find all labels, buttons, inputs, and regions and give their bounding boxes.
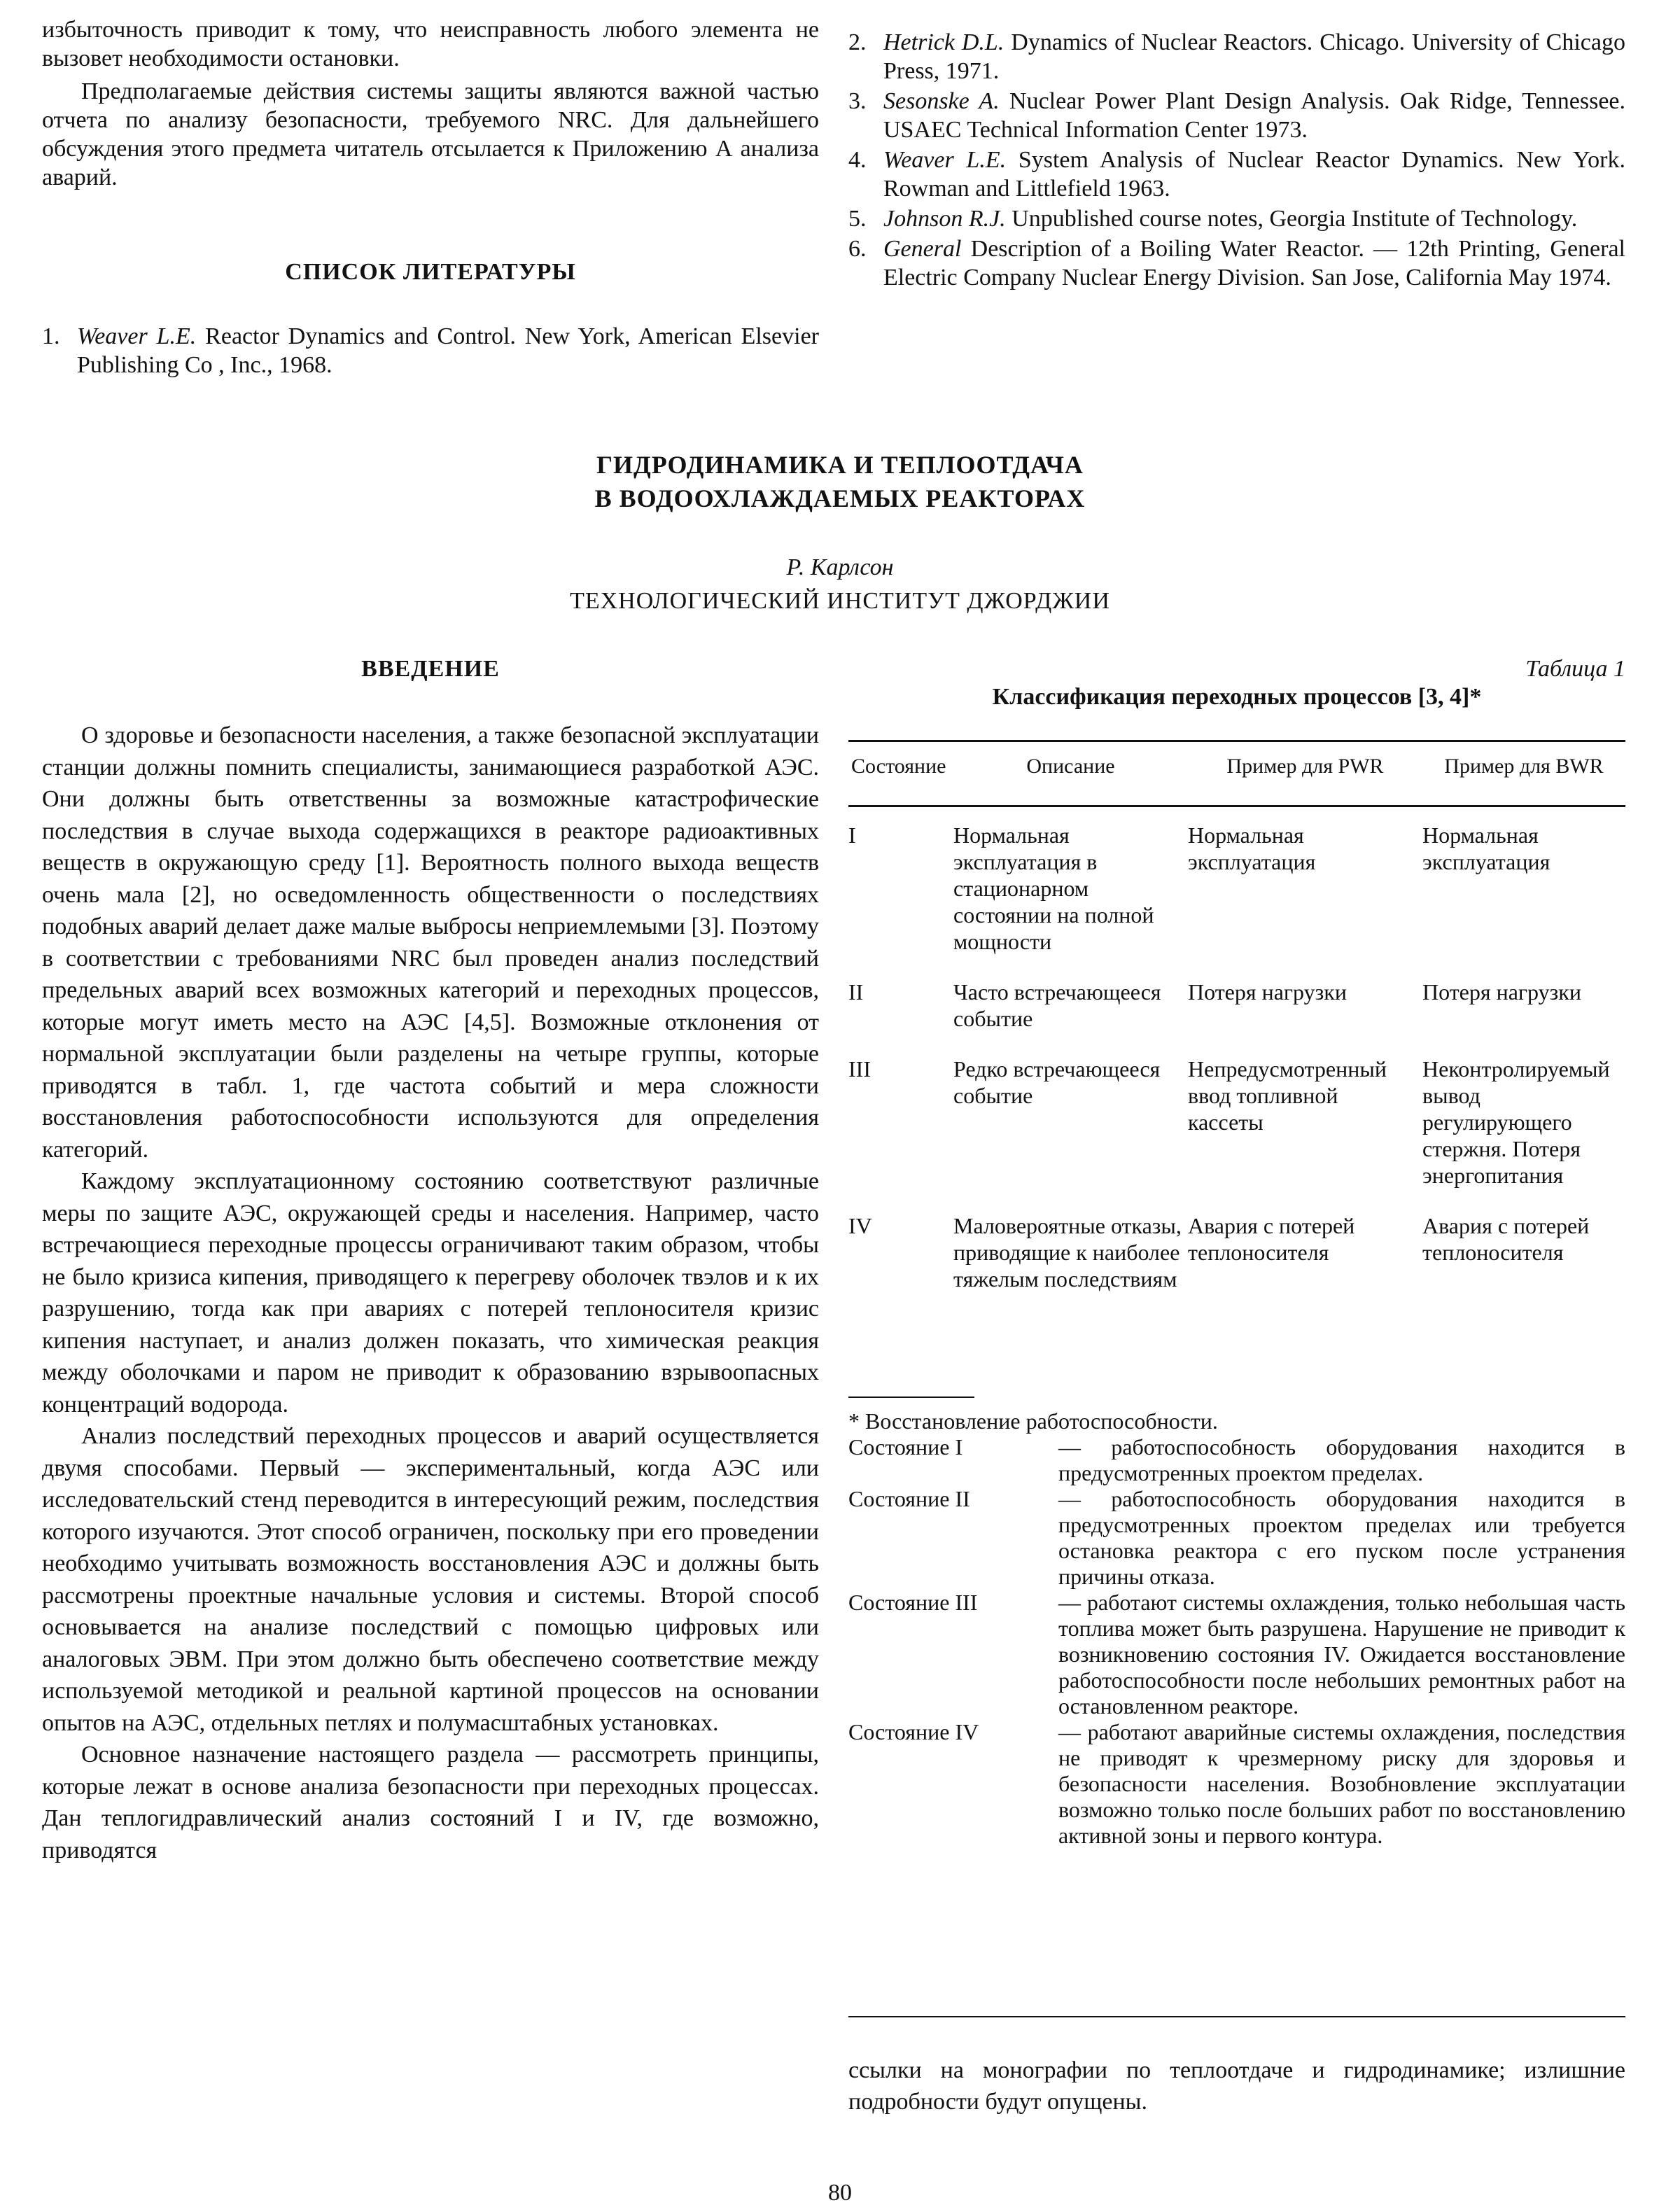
table-bottom-rule — [848, 2016, 1625, 2017]
table-label: Таблица 1 — [1525, 656, 1625, 682]
author: Р. Карлсон — [786, 554, 894, 580]
paragraph: избыточность приводит к тому, что неисправность любого элемента не вызовет необходимости остановки. — [42, 17, 819, 71]
footnote-item: Состояние IV — работают аварийные системы охлаждения, последствия не приводят к чрезмерному риску для здоровья и безопасности населения. Возобновление эксплуатации возможно только после больших работ по восстановлению активной зоны и первого контура. — [848, 1719, 1625, 1848]
classification-table — [848, 742, 1625, 1316]
table-footnotes — [848, 1408, 1625, 1849]
table-row: II Часто встречающееся событие Потеря нагрузки Потеря нагрузки — [848, 979, 1581, 1031]
reference-item: 5. Johnson R.J. Unpublished course notes, Georgia Institute of Technology. — [848, 206, 1578, 232]
table-row: III Редко встречающееся событие Непредусмотренный ввод топливной кассеты Неконтролируемый вывод регулирующего стержня. Потеря энергопитания — [848, 1056, 1610, 1188]
paragraph: Каждому эксплуатационному состоянию соответствуют различные меры по защите АЭС, окружающей среды и населения. Например, часто встречающиеся переходные процессы ограничивают таким образом, чтобы не было кризиса кипения, приводящего к перегреву оболочек твэлов и к их разрушению, тогда как при авариях с потерей теплоносителя кризис кипения наступает, и анализ должен показать, что химическая реакция между оболочками и паром не приводит к образованию взрывоопасных концентраций водорода. — [42, 1168, 819, 1418]
footnote-item: Состояние II — работоспособность оборудования находится в предусмотренных проектом пределах или требуется остановка реактора с его пуском после устранения причины отказа. — [848, 1486, 1625, 1589]
table-caption: Классификация переходных процессов [3, 4]* — [992, 684, 1482, 710]
reference-item: 4. Weaver L.E. System Analysis of Nuclear Reactor Dynamics. New York. Rowman and Littlefield 1963. — [848, 147, 1625, 202]
table-row: I Нормальная эксплуатация в стационарном состоянии на полной мощности Нормальная эксплуатация Нормальная эксплуатация — [848, 822, 1550, 954]
article-title: ГИДРОДИНАМИКА И ТЕПЛООТДАЧА В ВОДООХЛАЖДАЕМЫХ РЕАКТОРАХ — [594, 451, 1086, 512]
reference-item: 6. General Description of a Boiling Water Reactor. — 12th Printing, General Electric Company Nuclear Energy Division. San Jose, California May 1974. — [848, 236, 1625, 290]
references-heading: СПИСОК ЛИТЕРАТУРЫ — [285, 259, 576, 285]
reference-item: 3. Sesonske A. Nuclear Power Plant Design Analysis. Oak Ridge, Tennessee. USAEC Technical Information Center 1973. — [848, 88, 1626, 143]
paragraph: Предполагаемые действия системы защиты являются важной частью отчета по анализу безопасности, требуемого NRC. Для дальнейшего обсуждения этого предмета читатель отсылается к Приложению А анализа аварий. — [42, 78, 819, 190]
top-left-text — [42, 15, 819, 192]
footnote-item: Состояние I — работоспособность оборудования находится в предусмотренных проектом пределах. — [848, 1434, 1625, 1485]
footnote-item: Состояние III — работают системы охлаждения, только небольшая часть топлива может быть разрушена. Нарушение не приводит к возникновению состояния IV. Ожидается восстановление работоспособности после небольших ремонтных работ на остановленном реакторе. — [848, 1590, 1625, 1718]
paragraph: Основное назначение настоящего раздела — рассмотреть принципы, которые лежат в основе анализа безопасности при переходных процессах. Дан теплогидравлический анализ состояний I и IV, где возможно, приводятся — [42, 1742, 819, 1863]
footnote-rule — [848, 1396, 974, 1398]
references-list — [848, 28, 1625, 293]
article-body — [42, 720, 819, 1866]
page-number: 80 — [828, 2180, 852, 2206]
paragraph: О здоровье и безопасности населения, а также безопасной эксплуатации станции должны помнить специалисты, занимающиеся разработкой АЭС. Они должны быть ответственны за возможные катастрофические последствия в случае выхода содержащихся в реакторе радиоактивных веществ в окружающую среду [1]. Вероятность полного выхода веществ очень мала [2], но осведомленность общественности о последствиях подобных аварий делает даже малые выбросы неприемлемыми [3]. Поэтому в соответствии с требованиями NRC был проведен анализ последствий предельных аварий всех возможных категорий и переходных процессов, которые могут иметь место на АЭС [4,5]. Возможные отклонения от нормальной эксплуатации были разделены на четыре группы, которые приводятся в табл. 1, где частота событий и мера сложности восстановления работоспособности используются для определения категорий. — [42, 722, 819, 1163]
reference-item: 2. Hetrick D.L. Dynamics of Nuclear Reactors. Chicago. University of Chicago Press, 1971. — [848, 29, 1625, 84]
continuation-text: ссылки на монографии по теплоотдаче и гидродинамике; излишние подробности будут опущены. — [848, 2057, 1625, 2115]
paragraph: Анализ последствий переходных процессов и аварий осуществляется двумя способами. Первый — экспериментальный, когда АЭС или исследовательский стенд переводится в интересующий режим, последствия которого изучаются. Этот способ ограничен, поскольку при его проведении необходимо учитывать возможность восстановления АЭС и должны быть рассмотрены проектные начальные условия и системы. Второй способ основывается на анализе последствий с помощью цифровых или аналоговых ЭВМ. При этом должно быть обеспечено соответствие между используемой методикой и реальной картиной процессов на основании опытов на АЭС, отдельных петлях и полумасштабных установках. — [42, 1423, 819, 1736]
table-header-row: Состояние Описание Пример для PWR Пример для BWR — [851, 755, 1604, 778]
section-heading: ВВЕДЕНИЕ — [361, 656, 500, 682]
table-row: IV Маловероятные отказы, приводящие к наиболее тяжелым последствиям Авария с потерей теплоносителя Авария с потерей теплоносителя — [848, 1213, 1590, 1292]
institution: ТЕХНОЛОГИЧЕСКИЙ ИНСТИТУТ ДЖОРДЖИИ — [570, 588, 1110, 614]
footnote-title: * Восстановление работоспособности. — [848, 1408, 1218, 1434]
reference-1: 1. Weaver L.E. Reactor Dynamics and Control. New York, American Elsevier Publishing Co , Inc., 1968. — [42, 323, 819, 378]
